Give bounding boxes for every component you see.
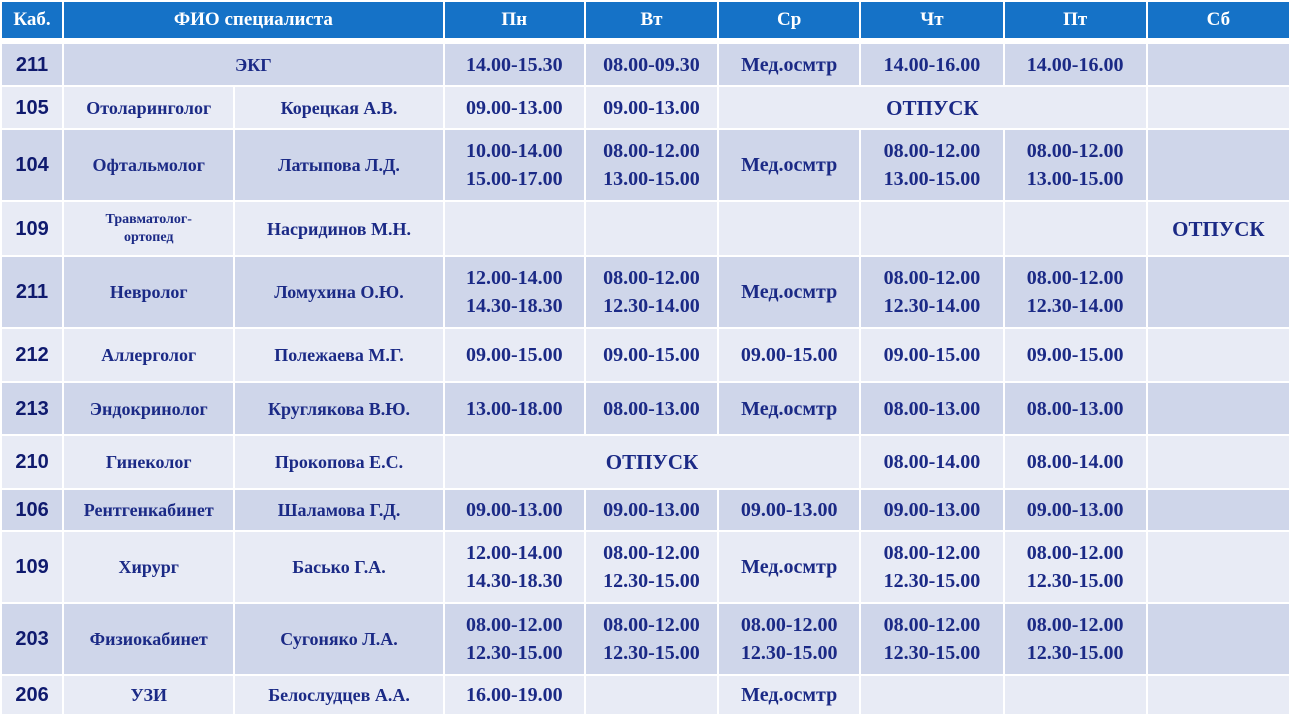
table-row — [2, 329, 1289, 381]
sat-cell — [1148, 676, 1289, 714]
time-line: 08.00-12.00 — [603, 542, 700, 564]
tue-cell — [586, 257, 717, 327]
wed-cell: Мед.осмтр — [719, 532, 859, 602]
specialty-cell: Эндокринолог — [64, 383, 233, 434]
time-line: 12.30-15.00 — [1026, 570, 1124, 592]
time-line: 12.30-15.00 — [465, 642, 563, 664]
fri-cell — [1005, 130, 1146, 200]
wed-cell: Мед.осмтр — [719, 676, 859, 714]
table-row — [2, 532, 1289, 602]
specialty-cell: Гинеколог — [64, 436, 233, 488]
mon-cell — [445, 257, 584, 327]
header-tue: Вт — [586, 2, 717, 42]
room-cell: 106 — [2, 490, 62, 530]
mon-cell: 09.00-13.00 — [445, 87, 584, 128]
table-row — [2, 257, 1289, 327]
time-line: 08.00-12.00 — [1026, 267, 1124, 289]
doctor-name-cell: Круглякова В.Ю. — [235, 383, 442, 434]
header-fri: Пт — [1005, 2, 1146, 42]
fri-cell — [1005, 676, 1146, 714]
vacation-cell: ОТПУСК — [445, 436, 860, 488]
fri-cell: 09.00-13.00 — [1005, 490, 1146, 530]
sat-cell — [1148, 87, 1289, 128]
tue-cell: 09.00-15.00 — [586, 329, 717, 381]
header-specialist: ФИО специалиста — [64, 2, 443, 42]
doctor-name-cell: Шаламова Г.Д. — [235, 490, 442, 530]
doctor-name-cell: Ломухина О.Ю. — [235, 257, 442, 327]
doctor-name-cell: Полежаева М.Г. — [235, 329, 442, 381]
time-line: 12.30-15.00 — [1026, 642, 1124, 664]
wed-cell: 09.00-13.00 — [719, 490, 859, 530]
specialist-cell: ЭКГ — [64, 44, 443, 85]
fri-cell — [1005, 604, 1146, 674]
wed-cell: Мед.осмтр — [719, 257, 859, 327]
thu-cell — [861, 130, 1002, 200]
mon-cell — [445, 604, 584, 674]
header-mon: Пн — [445, 2, 584, 42]
table-row — [2, 130, 1289, 200]
table-row — [2, 383, 1289, 434]
room-cell: 203 — [2, 604, 62, 674]
mon-cell: 09.00-15.00 — [445, 329, 584, 381]
time-line: 13.00-15.00 — [883, 168, 981, 190]
wed-cell — [719, 202, 859, 255]
specialty-cell: Невролог — [64, 257, 233, 327]
specialty-cell: Физиокабинет — [64, 604, 233, 674]
tue-cell: 09.00-13.00 — [586, 87, 717, 128]
mon-cell — [445, 130, 584, 200]
time-line: 08.00-12.00 — [883, 614, 981, 636]
sat-cell — [1148, 257, 1289, 327]
sat-cell — [1148, 490, 1289, 530]
sat-cell: ОТПУСК — [1148, 202, 1289, 255]
tue-cell — [586, 130, 717, 200]
vacation-cell: ОТПУСК — [719, 87, 1146, 128]
specialty-line: ортопед — [123, 229, 174, 245]
time-line: 14.30-18.30 — [465, 570, 563, 592]
doctor-name-cell: Сугоняко Л.А. — [235, 604, 442, 674]
specialty-line: Травматолог- — [105, 211, 192, 227]
table-row — [2, 87, 1289, 128]
room-cell: 213 — [2, 383, 62, 434]
room-cell: 210 — [2, 436, 62, 488]
room-cell: 211 — [2, 257, 62, 327]
tue-cell — [586, 676, 717, 714]
room-cell: 109 — [2, 532, 62, 602]
fri-cell: 14.00-16.00 — [1005, 44, 1146, 85]
thu-cell — [861, 532, 1002, 602]
time-line: 12.30-15.00 — [883, 642, 981, 664]
mon-cell: 09.00-13.00 — [445, 490, 584, 530]
thu-cell: 08.00-13.00 — [861, 383, 1002, 434]
specialty-cell: Офтальмолог — [64, 130, 233, 200]
time-line: 08.00-12.00 — [883, 267, 981, 289]
mon-cell: 14.00-15.30 — [445, 44, 584, 85]
time-line: 08.00-12.00 — [883, 542, 981, 564]
table-row — [2, 490, 1289, 530]
tue-cell — [586, 532, 717, 602]
tue-cell — [586, 202, 717, 255]
tue-cell: 09.00-13.00 — [586, 490, 717, 530]
mon-cell — [445, 532, 584, 602]
time-line: 12.30-15.00 — [883, 570, 981, 592]
sat-cell — [1148, 329, 1289, 381]
time-line: 13.00-15.00 — [603, 168, 700, 190]
time-line: 12.30-14.00 — [883, 295, 981, 317]
time-line: 15.00-17.00 — [465, 168, 563, 190]
mon-cell: 16.00-19.00 — [445, 676, 584, 714]
doctor-name-cell: Латыпова Л.Д. — [235, 130, 442, 200]
table-row — [2, 604, 1289, 674]
header-row — [2, 2, 1289, 42]
time-line: 08.00-12.00 — [603, 267, 700, 289]
doctor-name-cell: Прокопова Е.С. — [235, 436, 442, 488]
fri-cell — [1005, 202, 1146, 255]
thu-cell — [861, 257, 1002, 327]
table-row — [2, 202, 1289, 255]
room-cell: 105 — [2, 87, 62, 128]
thu-cell: 09.00-15.00 — [861, 329, 1002, 381]
sat-cell — [1148, 130, 1289, 200]
mon-cell: 13.00-18.00 — [445, 383, 584, 434]
doctor-name-cell: Белослудцев А.А. — [235, 676, 442, 714]
tue-cell: 08.00-09.30 — [586, 44, 717, 85]
time-line: 12.00-14.00 — [465, 542, 563, 564]
thu-cell: 08.00-14.00 — [861, 436, 1002, 488]
thu-cell — [861, 676, 1002, 714]
tue-cell: 08.00-13.00 — [586, 383, 717, 434]
thu-cell: 09.00-13.00 — [861, 490, 1002, 530]
sat-cell — [1148, 383, 1289, 434]
wed-cell: Мед.осмтр — [719, 383, 859, 434]
thu-cell — [861, 604, 1002, 674]
table-row — [2, 44, 1289, 85]
sat-cell — [1148, 44, 1289, 85]
wed-cell: Мед.осмтр — [719, 44, 859, 85]
time-line: 08.00-12.00 — [603, 614, 700, 636]
doctor-name-cell: Корецкая А.В. — [235, 87, 442, 128]
thu-cell — [861, 202, 1002, 255]
specialty-cell: УЗИ — [64, 676, 233, 714]
time-line: 12.30-15.00 — [603, 570, 700, 592]
time-line: 12.30-15.00 — [740, 642, 838, 664]
room-cell: 109 — [2, 202, 62, 255]
time-line: 08.00-12.00 — [603, 140, 700, 162]
header-room: Каб. — [2, 2, 62, 42]
room-cell: 206 — [2, 676, 62, 714]
time-line: 12.30-15.00 — [603, 642, 700, 664]
header-wed: Ср — [719, 2, 859, 42]
time-line: 14.30-18.30 — [465, 295, 563, 317]
time-line: 08.00-12.00 — [883, 140, 981, 162]
time-line: 12.30-14.00 — [1026, 295, 1124, 317]
room-cell: 212 — [2, 329, 62, 381]
fri-cell: 09.00-15.00 — [1005, 329, 1146, 381]
time-line: 10.00-14.00 — [465, 140, 563, 162]
sat-cell — [1148, 532, 1289, 602]
time-line: 08.00-12.00 — [1026, 140, 1124, 162]
time-line: 08.00-12.00 — [1026, 614, 1124, 636]
table-row — [2, 436, 1289, 488]
thu-cell: 14.00-16.00 — [861, 44, 1002, 85]
specialty-cell: Хирург — [64, 532, 233, 602]
wed-cell — [719, 604, 859, 674]
specialty-cell: Аллерголог — [64, 329, 233, 381]
time-line: 08.00-12.00 — [740, 614, 838, 636]
room-cell: 211 — [2, 44, 62, 85]
fri-cell — [1005, 532, 1146, 602]
wed-cell: 09.00-15.00 — [719, 329, 859, 381]
mon-cell — [445, 202, 584, 255]
header-sat: Сб — [1148, 2, 1289, 42]
sat-cell — [1148, 436, 1289, 488]
header-thu: Чт — [861, 2, 1002, 42]
specialty-cell — [64, 202, 233, 255]
doctor-name-cell: Басько Г.А. — [235, 532, 442, 602]
fri-cell: 08.00-13.00 — [1005, 383, 1146, 434]
time-line: 12.30-14.00 — [603, 295, 700, 317]
specialty-cell: Рентгенкабинет — [64, 490, 233, 530]
tue-cell — [586, 604, 717, 674]
time-line: 08.00-12.00 — [465, 614, 563, 636]
sat-cell — [1148, 604, 1289, 674]
fri-cell: 08.00-14.00 — [1005, 436, 1146, 488]
table-row — [2, 676, 1289, 714]
fri-cell — [1005, 257, 1146, 327]
doctor-name-cell: Насридинов М.Н. — [235, 202, 442, 255]
time-line: 13.00-15.00 — [1026, 168, 1124, 190]
time-line: 08.00-12.00 — [1026, 542, 1124, 564]
room-cell: 104 — [2, 130, 62, 200]
time-line: 12.00-14.00 — [465, 267, 563, 289]
wed-cell: Мед.осмтр — [719, 130, 859, 200]
specialty-cell: Отоларинголог — [64, 87, 233, 128]
